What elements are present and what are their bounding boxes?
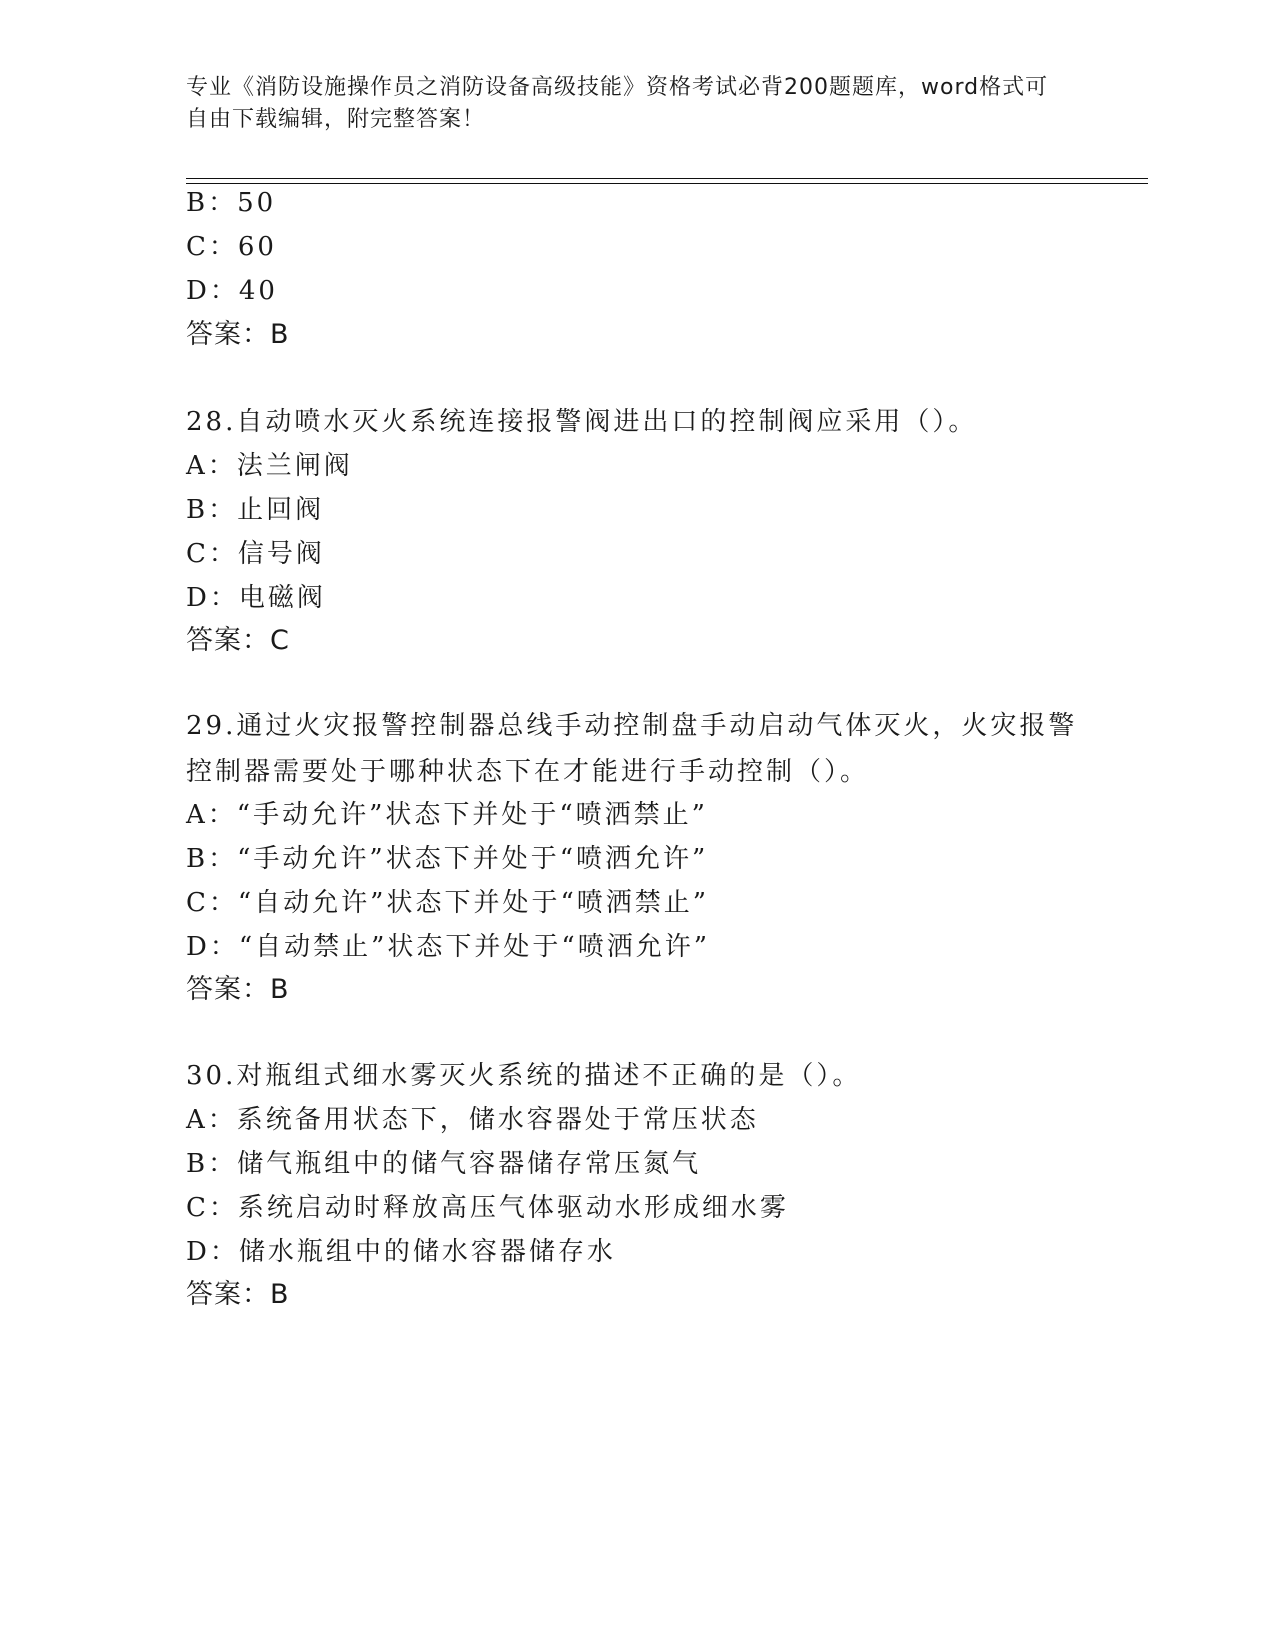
header-rule-top bbox=[186, 178, 1148, 179]
question-text: 28.自动喷水灭火系统连接报警阀进出口的控制阀应采用（）。 bbox=[186, 407, 978, 437]
option-a: A：“手动允许”状态下并处于“喷洒禁止” bbox=[186, 800, 708, 830]
header-rule-bottom bbox=[186, 183, 1148, 184]
option-b: B：止回阀 bbox=[186, 495, 325, 525]
option-c: C：系统启动时释放高压气体驱动水形成细水雾 bbox=[186, 1193, 789, 1223]
option-c: C：信号阀 bbox=[186, 539, 325, 569]
question-text: 30.对瓶组式细水雾灭火系统的描述不正确的是（）。 bbox=[186, 1061, 862, 1091]
answer-label: 答案：B bbox=[186, 319, 290, 350]
document-header: 专业《消防设施操作员之消防设备高级技能》资格考试必背200题题库，word格式可自由下载编辑，附完整答案！ bbox=[186, 75, 1049, 132]
answer-label: 答案：B bbox=[186, 974, 290, 1005]
question-text: 29.通过火灾报警控制器总线手动控制盘手动启动气体灭火，火灾报警控制器需要处于哪种状态下在才能进行手动控制（）。 bbox=[186, 711, 1078, 787]
option-b: B：“手动允许”状态下并处于“喷洒允许” bbox=[186, 844, 709, 874]
option-d: D：“自动禁止”状态下并处于“喷洒允许” bbox=[186, 932, 711, 962]
option-c: C：“自动允许”状态下并处于“喷洒禁止” bbox=[186, 888, 710, 918]
option-a: A：法兰闸阀 bbox=[186, 451, 353, 481]
option-c: C：60 bbox=[186, 232, 277, 262]
answer-label: 答案：C bbox=[186, 625, 290, 656]
option-d: D：40 bbox=[186, 276, 278, 306]
option-d: D：储水瓶组中的储水容器储存水 bbox=[186, 1237, 616, 1267]
answer-label: 答案：B bbox=[186, 1279, 290, 1310]
option-b: B：50 bbox=[186, 188, 277, 218]
option-a: A：系统备用状态下，储水容器处于常压状态 bbox=[186, 1105, 759, 1135]
option-b: B：储气瓶组中的储气容器储存常压氮气 bbox=[186, 1149, 702, 1179]
option-d: D：电磁阀 bbox=[186, 583, 326, 613]
